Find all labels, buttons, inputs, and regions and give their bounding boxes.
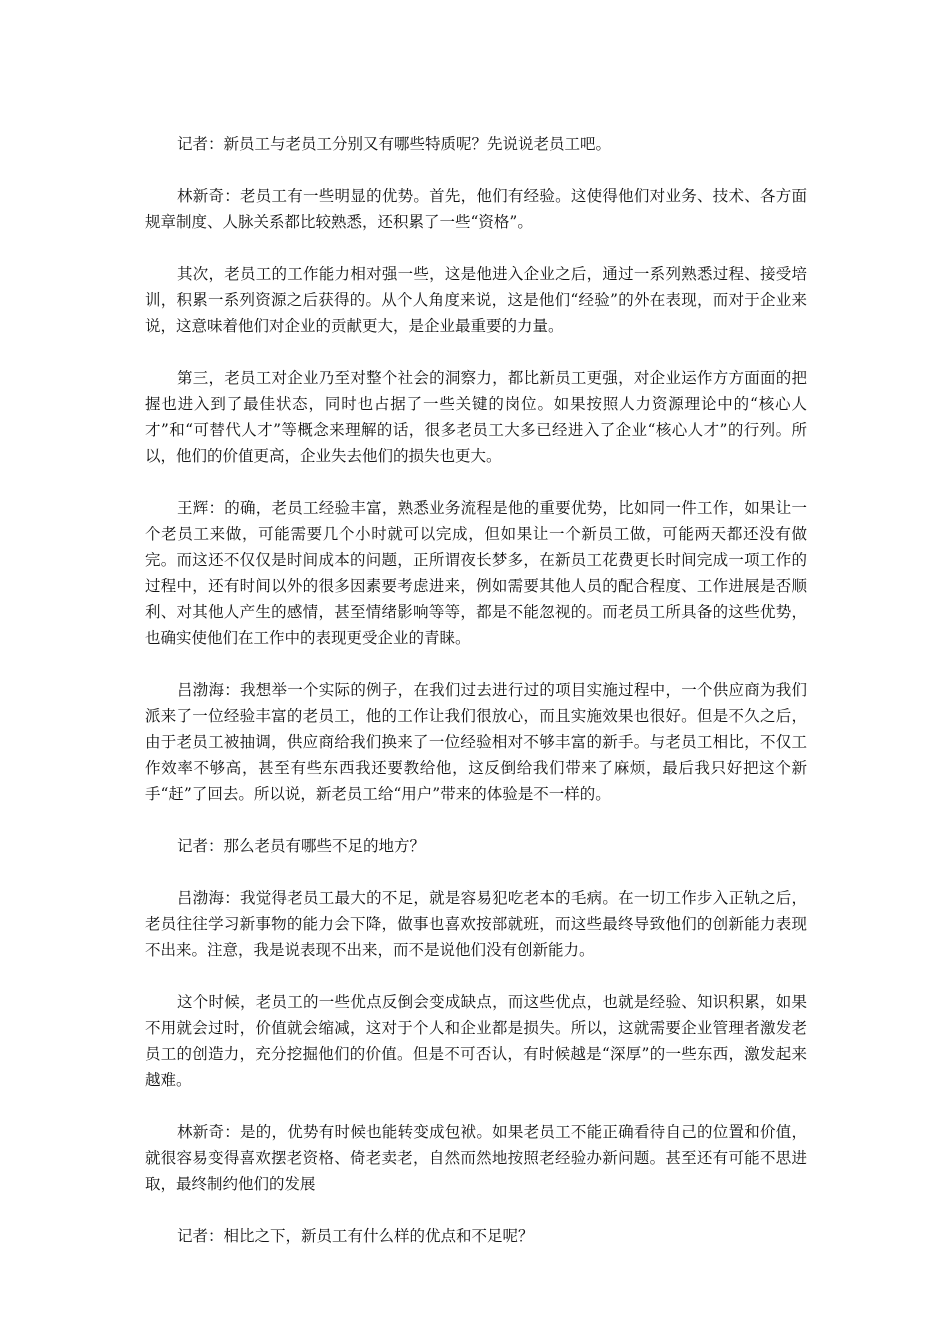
paragraph-7: 记者：那么老员有哪些不足的地方？ bbox=[177, 837, 426, 855]
paragraph-5: 王辉：的确，老员工经验丰富，熟悉业务流程是他的重要优势，比如同一件工作，如果让一个老员工来做，可能需要几个小时就可以完成，但如果让一个新员工做，可能两天都还没有做完。而这还不仅仅是时间成本的问题，正所谓夜长梦多，在新员工花费更长时间完成一项工作的过程中，还有时间以外的很多因素要考虑进来，例如需要其他人员的配合程度、工作进展是否顺利、对其他人产生的感情，甚至情绪影响等等，都是不能忽视的。而老员工所具备的这些优势，也确实使他们在工作中的表现更受企业的青睐。 bbox=[145, 499, 807, 647]
paragraph-4: 第三，老员工对企业乃至对整个社会的洞察力，都比新员工更强，对企业运作方方面面的把握也进入到了最佳状态，同时也占据了一些关键的岗位。如果按照人力资源理论中的“核心人才”和“可替代人才”等概念来理解的话，很多老员工大多已经进入了企业“核心人才”的行列。所以，他们的价值更高，企业失去他们的损失也更大。 bbox=[145, 369, 807, 465]
paragraph-9: 这个时候，老员工的一些优点反倒会变成缺点，而这些优点，也就是经验、知识积累，如果不用就会过时，价值就会缩减，这对于个人和企业都是损失。所以，这就需要企业管理者激发老员工的创造力，充分挖掘他们的价值。但是不可否认，有时候越是“深厚”的一些东西，激发起来越难。 bbox=[145, 993, 807, 1089]
paragraph-10: 林新奇：是的，优势有时候也能转变成包袱。如果老员工不能正确看待自己的位置和价值，就很容易变得喜欢摆老资格、倚老卖老，自然而然地按照老经验办新问题。甚至还有可能不思进取，最终制约他们的发展 bbox=[145, 1123, 807, 1193]
paragraph-2: 林新奇：老员工有一些明显的优势。首先，他们有经验。这使得他们对业务、技术、各方面规章制度、人脉关系都比较熟悉，还积累了一些“资格”。 bbox=[145, 187, 807, 231]
paragraph-1: 记者：新员工与老员工分别又有哪些特质呢？先说说老员工吧。 bbox=[177, 135, 612, 153]
paragraph-8: 吕渤海：我觉得老员工最大的不足，就是容易犯吃老本的毛病。在一切工作步入正轨之后，老员往往学习新事物的能力会下降，做事也喜欢按部就班，而这些最终导致他们的创新能力表现不出来。注意，我是说表现不出来，而不是说他们没有创新能力。 bbox=[145, 889, 807, 959]
paragraph-6: 吕渤海：我想举一个实际的例子，在我们过去进行过的项目实施过程中，一个供应商为我们派来了一位经验丰富的老员工，他的工作让我们很放心，而且实施效果也很好。但是不久之后，由于老员工被抽调，供应商给我们换来了一位经验相对不够丰富的新手。与老员工相比，不仅工作效率不够高，甚至有些东西我还要教给他，这反倒给我们带来了麻烦，最后我只好把这个新手“赶”了回去。所以说，新老员工给“用户”带来的体验是不一样的。 bbox=[145, 681, 807, 803]
paragraph-3: 其次，老员工的工作能力相对强一些，这是他进入企业之后，通过一系列熟悉过程、接受培训，积累一系列资源之后获得的。从个人角度来说，这是他们“经验”的外在表现，而对于企业来说，这意味着他们对企业的贡献更大，是企业最重要的力量。 bbox=[145, 265, 807, 335]
paragraph-11: 记者：相比之下，新员工有什么样的优点和不足呢？ bbox=[177, 1227, 534, 1245]
document-body bbox=[145, 131, 807, 1275]
